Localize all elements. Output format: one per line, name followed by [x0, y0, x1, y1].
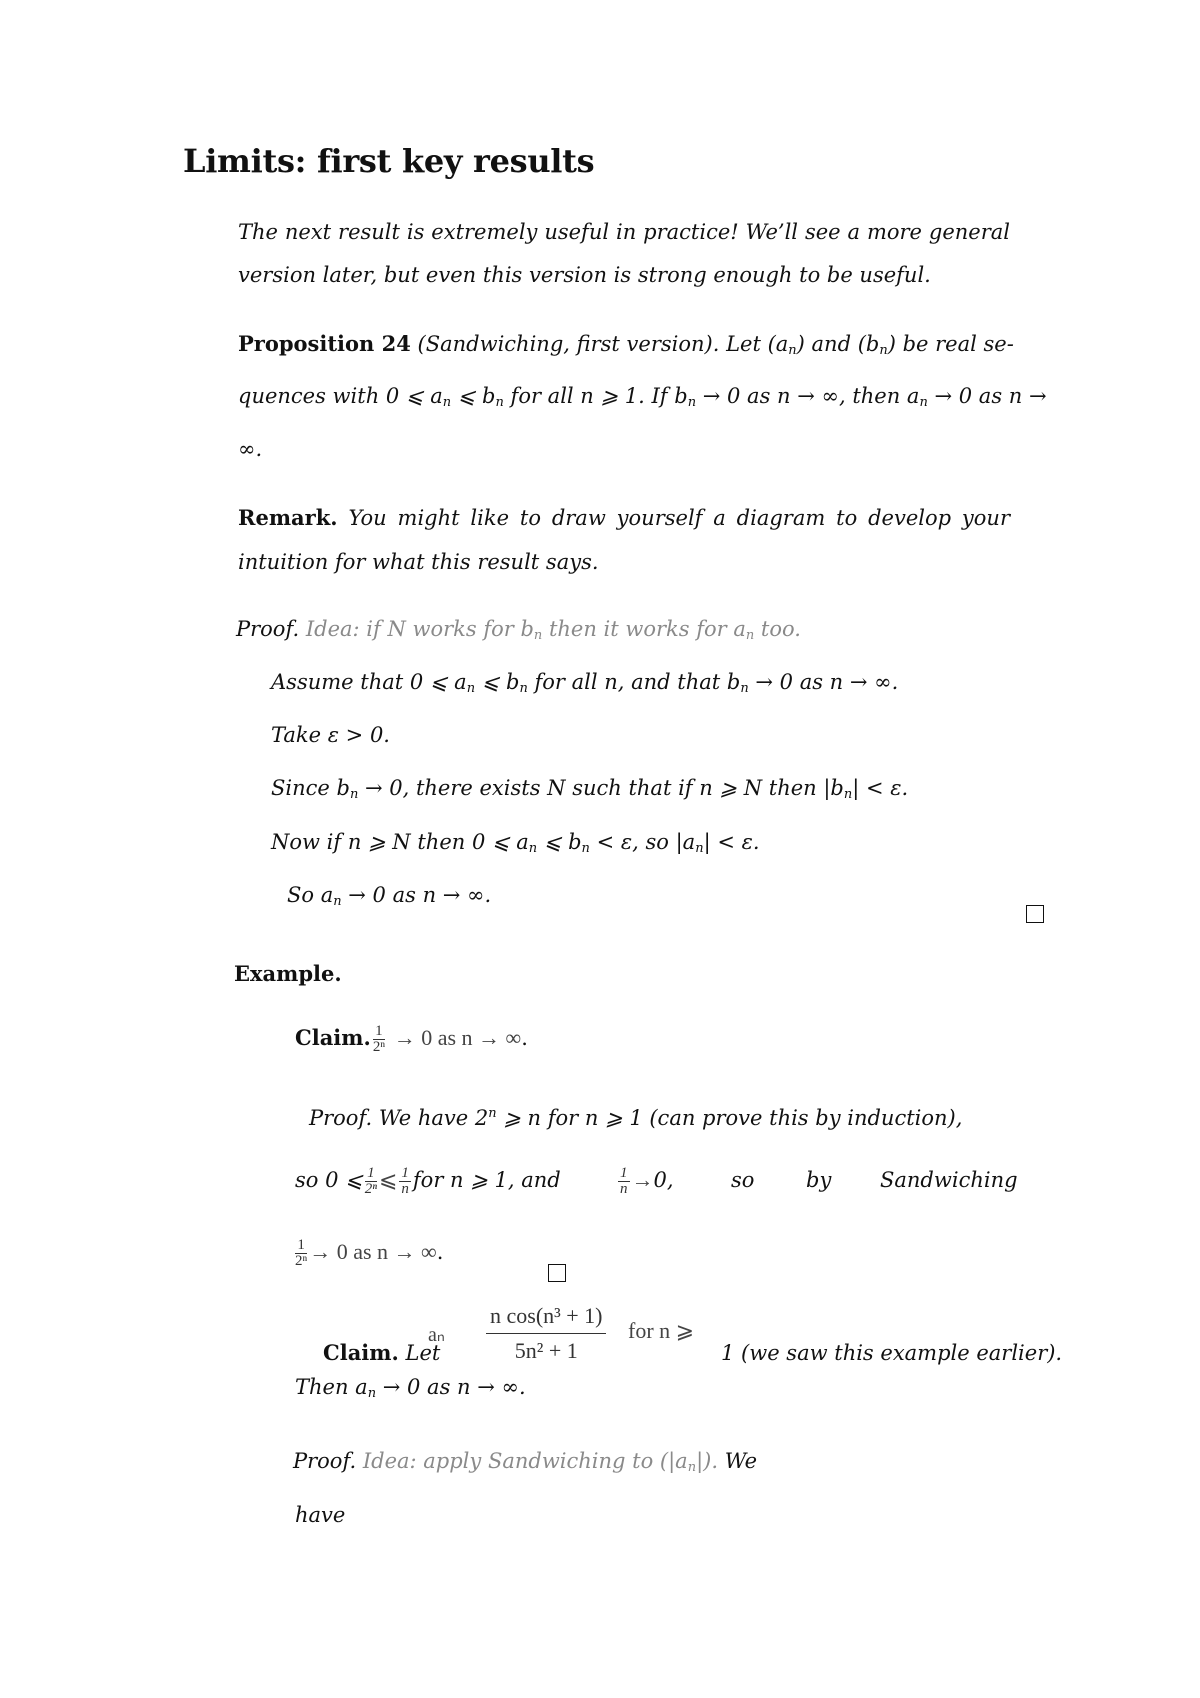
- proof-2-line-3: $\frac{1}{\text{2ⁿ}}$ → 0 as n → ∞.: [295, 1237, 444, 1269]
- claim-2-line: Claim. Let: [323, 1340, 441, 1365]
- fraction-one-over-two-pow-n: $\frac{1}{\text{2ⁿ}}$: [372, 1023, 386, 1055]
- word-sandwiching: Sandwiching: [880, 1168, 1018, 1192]
- proof-idea-line: Proof. Idea: if N works for $b_n$ then it works for $a_n$ too.: [236, 617, 801, 643]
- example-label: Example.: [234, 961, 342, 986]
- word-by: by: [806, 1168, 832, 1192]
- intro-line-1: The next result is extremely useful in practice! We’ll see a more general: [238, 220, 1010, 244]
- claim-1-line: Claim. $\frac{1}{\text{2ⁿ}}$ → 0 as n → ∞.: [295, 1023, 528, 1055]
- proof-step-3: Since $b_n \to 0$, there exists N such that if n ⩾ N then $|b_n| < \varepsilon$.: [271, 776, 909, 802]
- qed-square-icon: [1026, 905, 1044, 923]
- claim-2-rest: 1 (we saw this example earlier).: [721, 1341, 1063, 1365]
- qed-square-icon-2: [548, 1264, 566, 1282]
- page-title: Limits: first key results: [183, 142, 595, 180]
- proof-2-line-2b: $\frac{1}{n}$ →0,: [620, 1165, 674, 1197]
- proposition-line-2: quences with 0 ⩽ $a_n$ ⩽ $b_n$ for all n ⩾ 1. If $b_n \to 0$ as n → ∞, then $a_n \to 0$ as n →: [238, 384, 1047, 410]
- claim-2-fraction: n cos(n³ + 1) 5n² + 1: [486, 1303, 606, 1364]
- proof-3-line: Proof. Idea: apply Sandwiching to $(|a_n|)$. We: [293, 1449, 758, 1475]
- proof-step-1: Assume that 0 ⩽ $a_n$ ⩽ $b_n$ for all n, and that $b_n \to 0$ as n → ∞.: [271, 670, 899, 696]
- claim-2-then: Then $a_n \to 0$ as n → ∞.: [295, 1375, 526, 1401]
- proof-label: Proof.: [236, 617, 300, 641]
- proposition-line-3: ∞.: [238, 437, 263, 461]
- word-so: so: [731, 1168, 755, 1192]
- claim-2-an: aₙ: [428, 1324, 445, 1346]
- proposition-label: Proposition 24: [238, 331, 411, 356]
- claim-2-label: Claim.: [323, 1340, 399, 1365]
- remark-line-2: intuition for what this result says.: [238, 550, 599, 574]
- proof-step-2: Take ε > 0.: [271, 723, 390, 747]
- intro-line-2: version later, but even this version is strong enough to be useful.: [238, 263, 931, 287]
- proof-2-line-1: Proof. We have 2$^n$ ⩾ n for n ⩾ 1 (can prove this by induction),: [309, 1106, 963, 1130]
- proof-step-5: So $a_n \to 0$ as n → ∞.: [287, 883, 492, 909]
- claim-2-for: for n ⩾: [628, 1318, 695, 1343]
- proposition-line-1: Proposition 24 (Sandwiching, first version). Let $(a_n)$ and $(b_n)$ be real se-: [238, 331, 1014, 358]
- remark-line-1: Remark. You might like to draw yourself a diagram to develop your: [238, 505, 1010, 530]
- remark-label: Remark.: [238, 505, 338, 530]
- proof-2-line-2: so 0 ⩽ $\frac{1}{\text{2ⁿ}}$ ⩽ $\frac{1}{n}$ for n ⩾ 1, and: [295, 1165, 561, 1197]
- proof-3-have: have: [295, 1503, 346, 1527]
- claim-1-label: Claim.: [295, 1025, 371, 1050]
- proof-step-4: Now if n ⩾ N then 0 ⩽ $a_n$ ⩽ $b_n < \varepsilon$, so $|a_n| < \varepsilon$.: [271, 830, 760, 856]
